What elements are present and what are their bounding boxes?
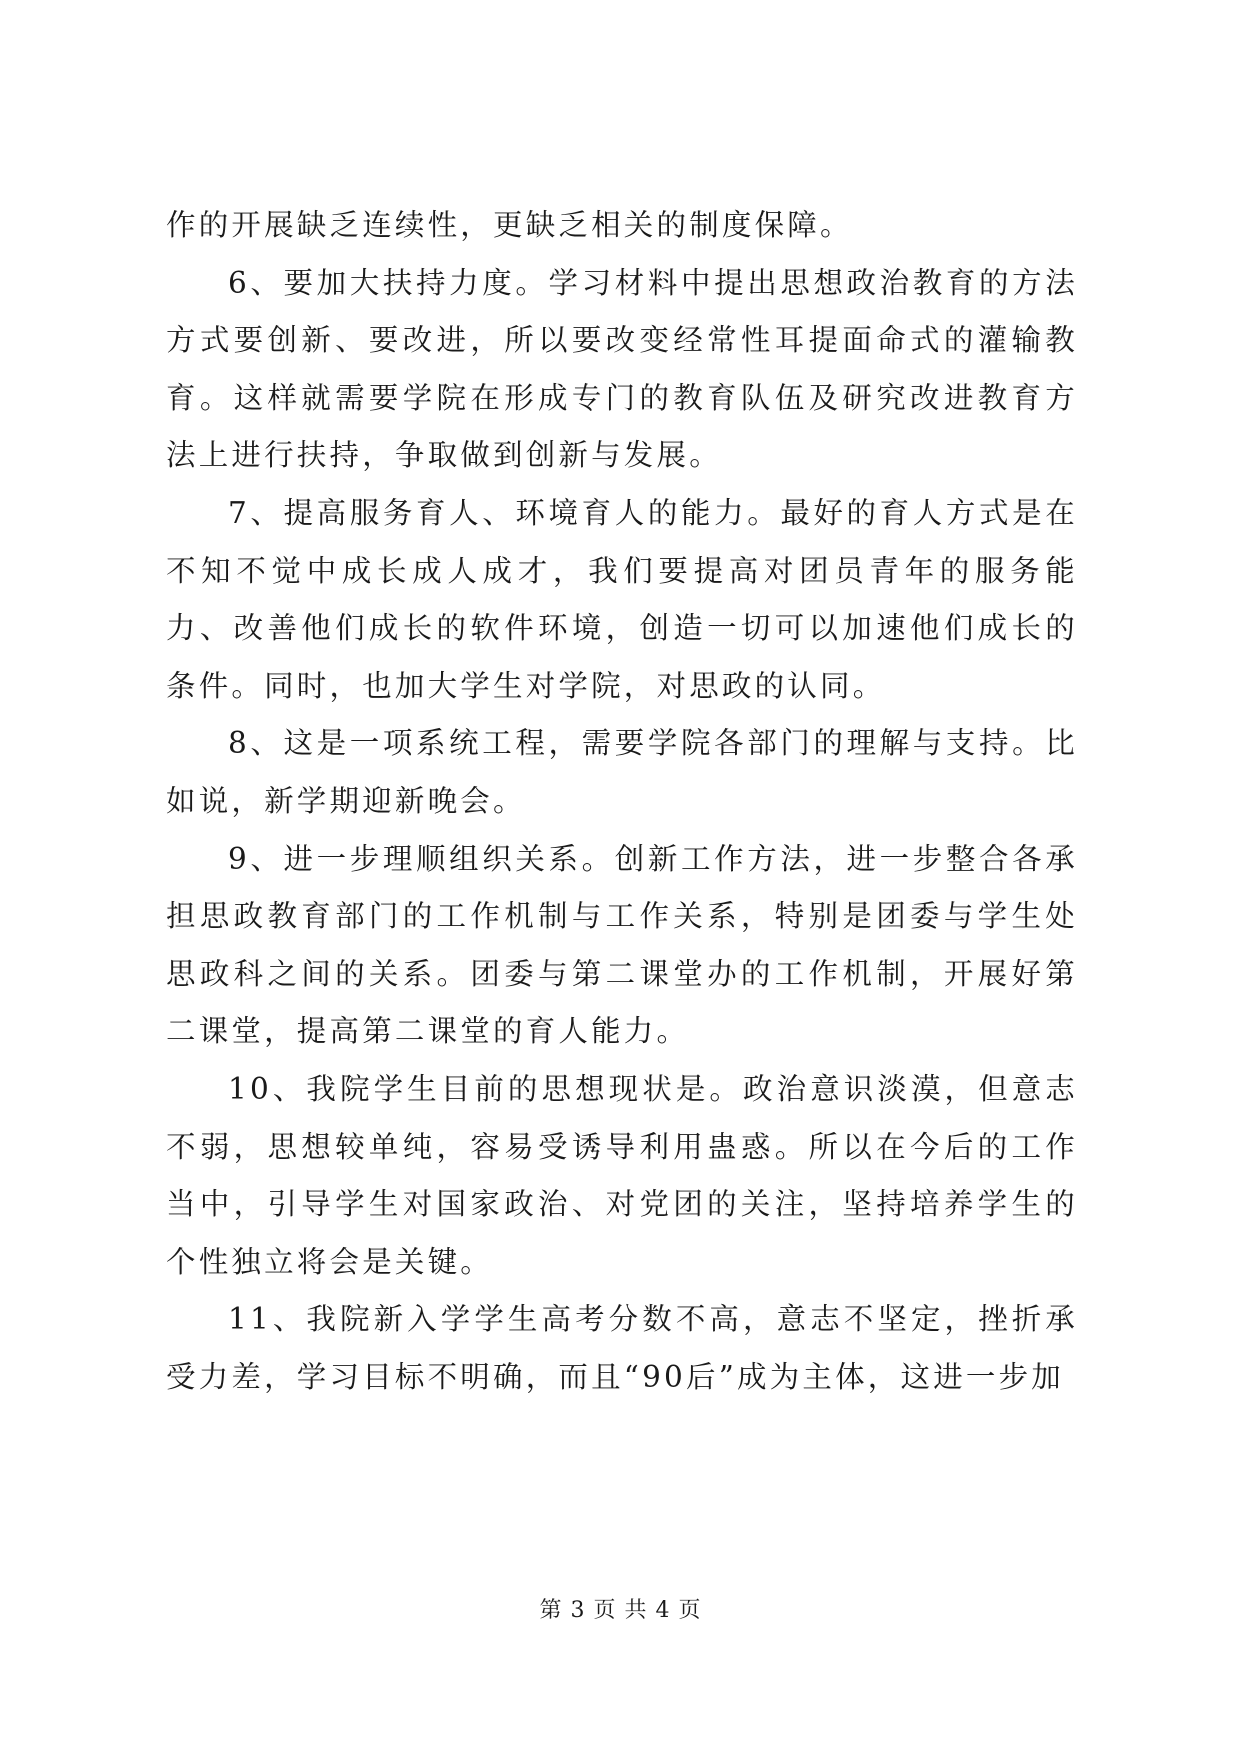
- paragraph-item-9: 9、进一步理顺组织关系。创新工作方法，进一步整合各承担思政教育部门的工作机制与工作关系，特别是团委与学生处思政科之间的关系。团委与第二课堂办的工作机制，开展好第二课堂，提高第二课堂的育人能力。: [166, 841, 1078, 1049]
- paragraph-item-11: 11、我院新入学学生高考分数不高，意志不坚定，挫折承受力差，学习目标不明确，而且“90后”成为主体，这进一步加: [166, 1302, 1078, 1394]
- paragraph-continuation: 作的开展缺乏连续性，更缺乏相关的制度保障。: [166, 208, 853, 242]
- document-body: [166, 197, 1078, 1406]
- paragraph-item-6: 6、要加大扶持力度。学习材料中提出思想政治教育的方法方式要创新、要改进，所以要改变经常性耳提面命式的灌输教育。这样就需要学院在形成专门的教育队伍及研究改进教育方法上进行扶持，争取做到创新与发展。: [166, 265, 1078, 473]
- paragraph-item-8: 8、这是一项系统工程，需要学院各部门的理解与支持。比如说，新学期迎新晚会。: [166, 726, 1078, 818]
- page-footer: [0, 1597, 1241, 1625]
- paragraph-item-7: 7、提高服务育人、环境育人的能力。最好的育人方式是在不知不觉中成长成人成才，我们要提高对团员青年的服务能力、改善他们成长的软件环境，创造一切可以加速他们成长的条件。同时，也加大学生对学院，对思政的认同。: [166, 495, 1078, 703]
- paragraph-item-10: 10、我院学生目前的思想现状是。政治意识淡漠，但意志不弱，思想较单纯，容易受诱导利用蛊惑。所以在今后的工作当中，引导学生对国家政治、对党团的关注，坚持培养学生的个性独立将会是关键。: [166, 1071, 1078, 1279]
- page-number-label: 第 3 页 共 4 页: [539, 1598, 702, 1623]
